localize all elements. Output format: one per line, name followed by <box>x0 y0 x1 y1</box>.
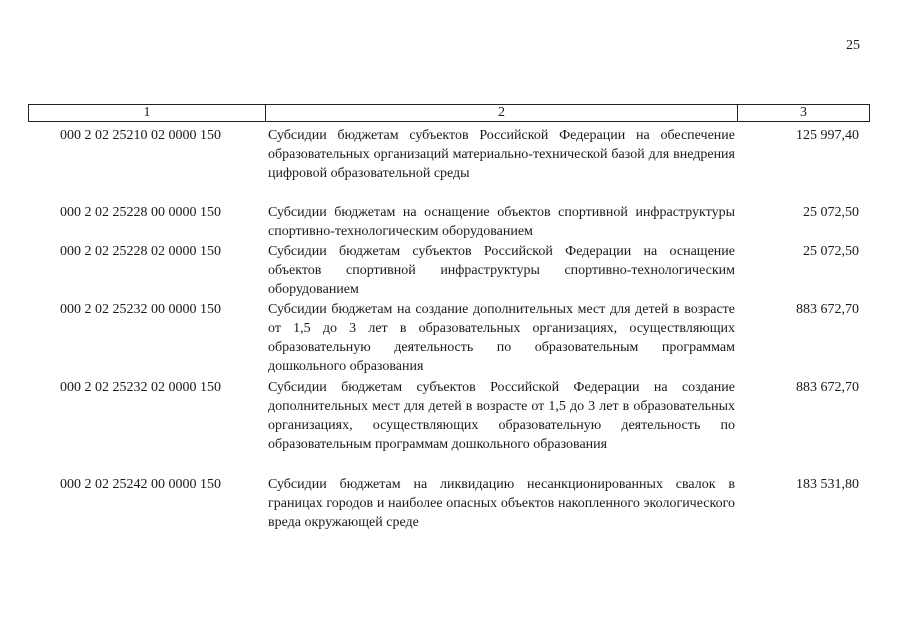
page-number: 25 <box>846 38 860 53</box>
budget-code: 000 2 02 25242 00 0000 150 <box>60 477 221 492</box>
row-description: Субсидии бюджетам субъектов Российской Федерации на обеспечение образовательных организаций материально-технической базой для внедрения цифровой образовательной среды <box>268 128 735 181</box>
row-description: Субсидии бюджетам на ликвидацию несанкционированных свалок в границах городов и наиболее опасных объектов накопленного экологического вреда окружающей среде <box>268 477 735 530</box>
row-amount: 25 072,50 <box>803 244 859 259</box>
row-amount: 25 072,50 <box>803 205 859 220</box>
row-description: Субсидии бюджетам на создание дополнительных мест для детей в возрасте от 1,5 до 3 лет в образовательных организациях, осуществляющих образовательную деятельность по образовательным программам дошкольного образования <box>268 302 735 374</box>
row-amount: 883 672,70 <box>796 302 859 317</box>
row-description: Субсидии бюджетам на оснащение объектов спортивной инфраструктуры спортивно-технологическим оборудованием <box>268 205 735 239</box>
budget-code: 000 2 02 25228 00 0000 150 <box>60 205 221 220</box>
budget-code: 000 2 02 25228 02 0000 150 <box>60 244 221 259</box>
budget-code: 000 2 02 25232 02 0000 150 <box>60 380 221 395</box>
header-column-1: 1 <box>29 105 266 121</box>
budget-code: 000 2 02 25210 02 0000 150 <box>60 128 221 143</box>
row-amount: 883 672,70 <box>796 380 859 395</box>
row-amount: 183 531,80 <box>796 477 859 492</box>
row-description: Субсидии бюджетам субъектов Российской Федерации на создание дополнительных мест для детей в возрасте от 1,5 до 3 лет в образовательных организациях, осуществляющих образовательную деятельность по образовательным программам дошкольного образования <box>268 380 735 452</box>
table-header <box>28 104 870 122</box>
budget-code: 000 2 02 25232 00 0000 150 <box>60 302 221 317</box>
row-amount: 125 997,40 <box>796 128 859 143</box>
header-column-3: 3 <box>800 105 807 120</box>
header-column-2: 2 <box>266 105 738 121</box>
row-description: Субсидии бюджетам субъектов Российской Федерации на оснащение объектов спортивной инфраструктуры спортивно-технологическим оборудованием <box>268 244 735 297</box>
